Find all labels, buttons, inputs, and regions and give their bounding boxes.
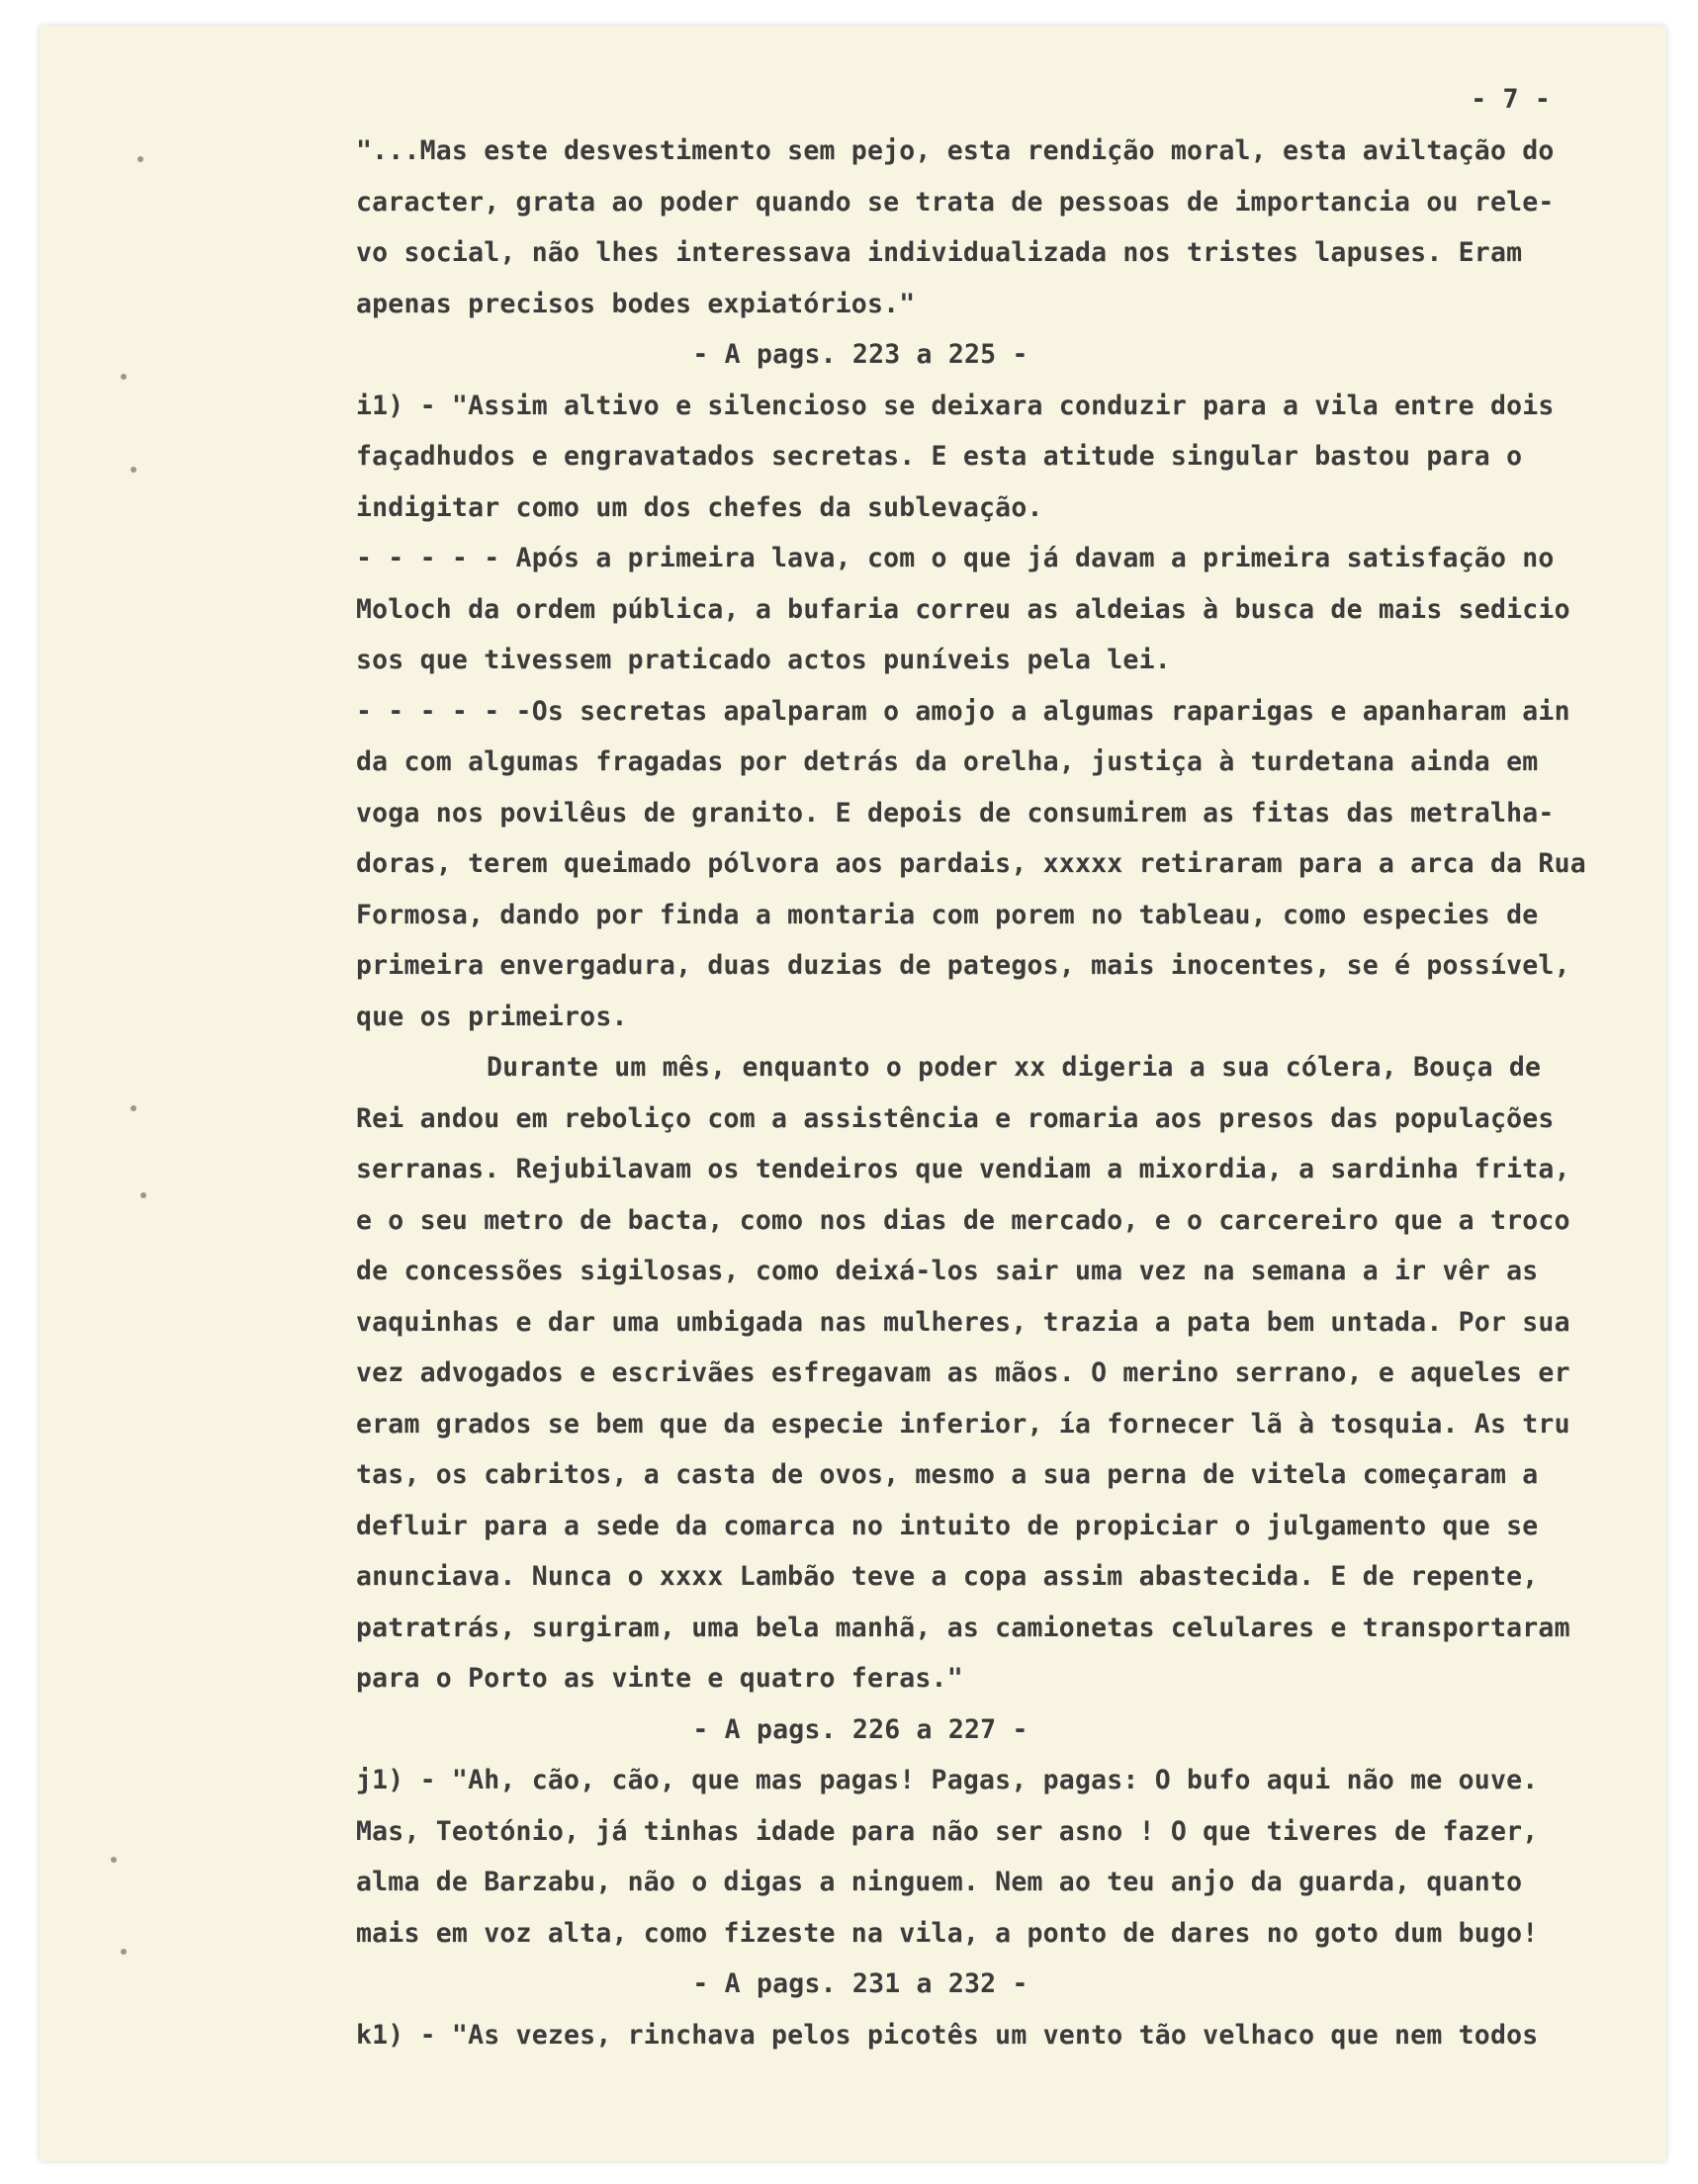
text-line: eram grados se bem que da especie inferior, ía fornecer lã à tosquia. As tru (356, 1408, 1570, 1440)
text-line: - - - - - Após a primeira lava, com o que já davam a primeira satisfação no (356, 543, 1555, 573)
text-line: - - - - - -Os secretas apalparam o amojo a algumas raparigas e apanharam ain (356, 695, 1570, 727)
punch-hole (131, 467, 136, 473)
text-line: e o seu metro de bacta, como nos dias de mercado, e o carcereiro que a troco (356, 1204, 1570, 1236)
text-line: Mas, Teotónio, já tinhas idade para não ser asno ! O que tiveres de fazer, (356, 1815, 1539, 1847)
text-line: indigitar como um dos chefes da sublevação. (356, 491, 1043, 523)
text-line: Durante um mês, enquanto o poder xx digeria a sua cólera, Bouça de (487, 1052, 1542, 1083)
punch-hole (137, 156, 143, 162)
text-line: k1) - "As vezes, rinchava pelos picotês um vento tão velhaco que nem todos (356, 2019, 1539, 2051)
text-line: primeira envergadura, duas duzias de pategos, mais inocentes, se é possível, (356, 950, 1570, 981)
text-line: serranas. Rejubilavam os tendeiros que vendiam a mixordia, a sardinha frita, (356, 1154, 1570, 1184)
text-line: Formosa, dando por finda a montaria com porem no tableau, como especies de (356, 899, 1539, 930)
text-line: de concessões sigilosas, como deixá-los sair uma vez na semana a ir vêr as (356, 1256, 1539, 1286)
typed-text (356, 74, 1602, 2060)
text-line: Rei andou em reboliço com a assistência e romaria aos presos das populações (356, 1102, 1555, 1134)
section-heading: - A pags. 226 a 227 - (692, 1713, 1028, 1745)
section-heading: - A pags. 231 a 232 - (692, 1968, 1028, 1999)
punch-hole (121, 1949, 127, 1955)
text-line: da com algumas fragadas por detrás da orelha, justiça à turdetana ainda em (356, 746, 1539, 777)
text-line: doras, terem queimado pólvora aos pardais, xxxxx retiraram para a arca da Rua (356, 848, 1586, 879)
punch-hole (131, 1105, 136, 1111)
text-line: façadhudos e engravatados secretas. E esta atitude singular bastou para o (356, 441, 1523, 472)
text-line: tas, os cabritos, a casta de ovos, mesmo a sua perna de vitela começaram a (356, 1459, 1539, 1490)
text-line: Moloch da ordem pública, a bufaria correu as aldeias à busca de mais sedicio (356, 593, 1570, 625)
text-line: para o Porto as vinte e quatro feras." (356, 1663, 963, 1694)
text-line: i1) - "Assim altivo e silencioso se deixara conduzir para a vila entre dois (356, 390, 1555, 421)
text-line: defluir para a sede da comarca no intuito de propiciar o julgamento que se (356, 1510, 1539, 1541)
text-line: vo social, não lhes interessava individualizada nos tristes lapuses. Eram (356, 237, 1523, 268)
page-number: - 7 - (1471, 84, 1551, 115)
text-line: alma de Barzabu, não o digas a ninguem. Nem ao teu anjo da guarda, quanto (356, 1867, 1523, 1897)
punch-hole (121, 374, 127, 380)
text-line: sos que tivessem praticado actos puníveis pela lei. (356, 645, 1171, 675)
text-line: mais em voz alta, como fizeste na vila, a ponto de dares no goto dum bugo! (356, 1917, 1539, 1949)
text-line: vez advogados e escrivães esfregavam as mãos. O merino serrano, e aqueles er (356, 1357, 1570, 1388)
text-line: voga nos povilêus de granito. E depois de consumirem as fitas das metralha- (356, 797, 1555, 829)
text-line: j1) - "Ah, cão, cão, que mas pagas! Pagas, pagas: O bufo aqui não me ouve. (356, 1765, 1539, 1795)
text-line: anunciava. Nunca o xxxx Lambão teve a copa assim abastecida. E de repente, (356, 1561, 1539, 1592)
text-line: caracter, grata ao poder quando se trata de pessoas de importancia ou rele- (356, 186, 1555, 218)
section-heading: - A pags. 223 a 225 - (692, 339, 1028, 370)
text-line: patratrás, surgiram, uma bela manhã, as camionetas celulares e transportaram (356, 1612, 1570, 1643)
text-line: vaquinhas e dar uma umbigada nas mulheres, trazia a pata bem untada. Por sua (356, 1306, 1570, 1338)
text-line: apenas precisos bodes expiatórios." (356, 288, 916, 319)
text-line: que os primeiros. (356, 1001, 628, 1032)
punch-hole (140, 1192, 146, 1198)
punch-hole (111, 1857, 117, 1863)
text-line: "...Mas este desvestimento sem pejo, esta rendição moral, esta aviltação do (356, 135, 1555, 166)
